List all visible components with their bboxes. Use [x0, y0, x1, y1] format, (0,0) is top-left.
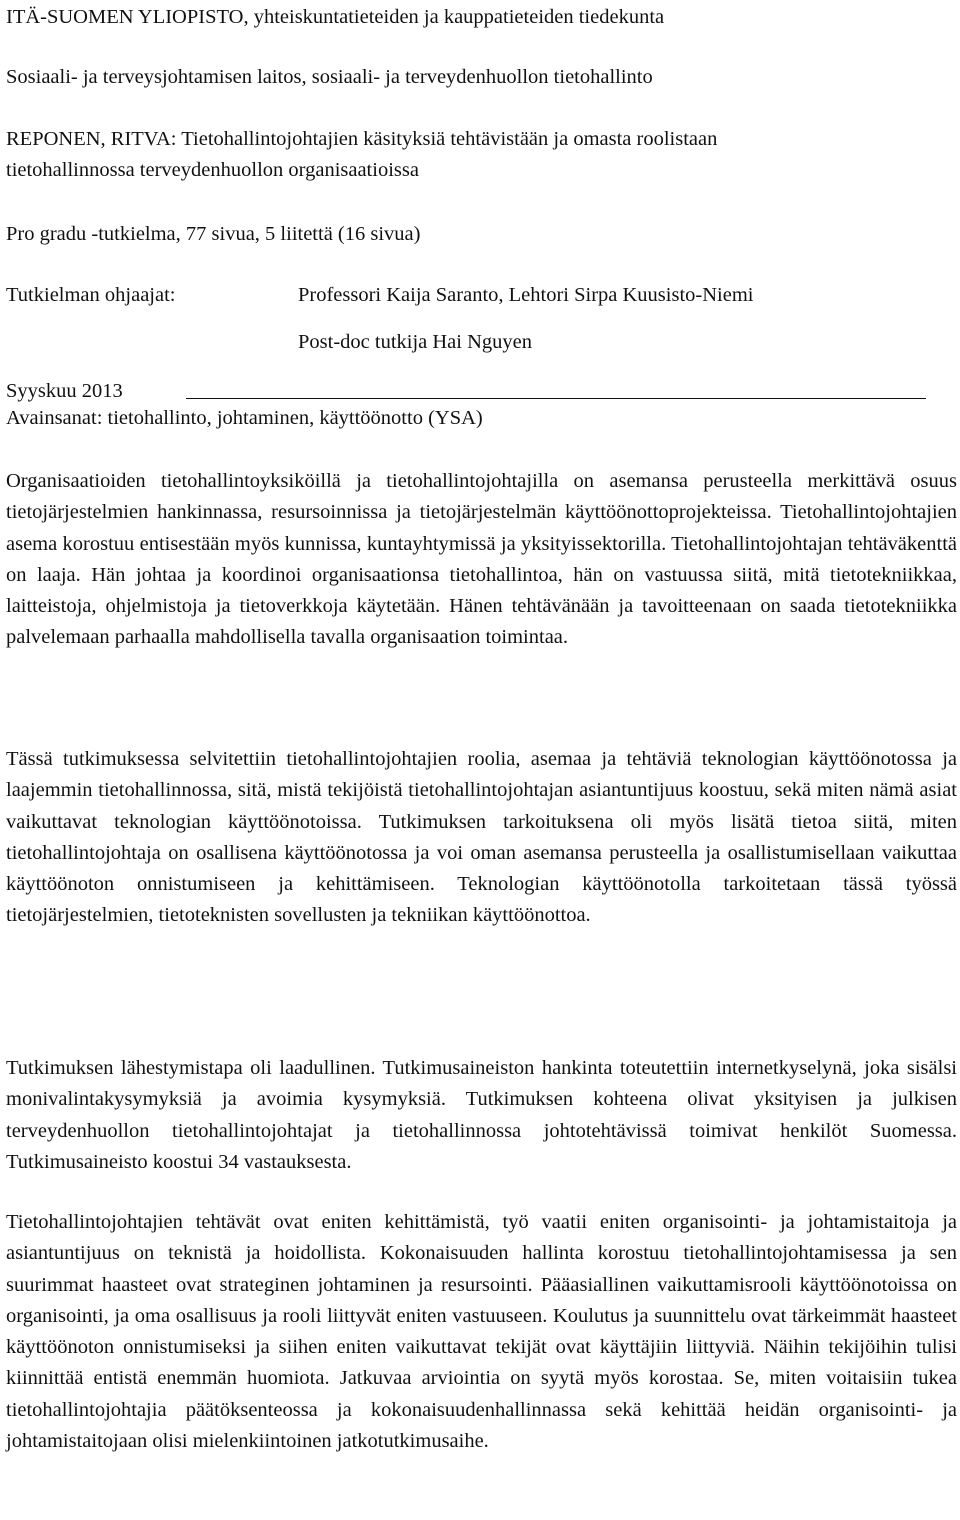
supervisors-line-1: Professori Kaija Saranto, Lehtori Sirpa Kuusisto-Niemi: [298, 284, 754, 306]
abstract-paragraph-2: Tässä tutkimuksessa selvitettiin tietohallintojohtajien roolia, asemaa ja tehtäviä teknologian käyttöönotossa ja laajemmin tietohallinnossa, sitä, mistä tekijöistä tietohallintojohtajan asiantuntijuus koostuu, sekä miten nämä asiat vaikuttavat teknologian käyttöönotoissa. Tutkimuksen tarkoituksena oli myös lisätä tietoa siitä, miten tietohallintojohtaja on osallisena käyttöönotossa ja voi oman asemansa perusteella ja osallistumisellaan vaikuttaa käyttöönoton onnistumiseen ja kehittämiseen. Teknologian käyttöönotolla tarkoitetaan tässä työssä tietojärjestelmien, tietoteknisten sovellusten ja tekniikan käyttöönottoa.: [6, 748, 957, 927]
keywords-line: Avainsanat: tietohallinto, johtaminen, käyttöönotto (YSA): [6, 407, 483, 429]
university-line: ITÄ-SUOMEN YLIOPISTO, yhteiskuntatieteiden ja kauppatieteiden tiedekunta: [6, 6, 665, 28]
department-line: Sosiaali- ja terveysjohtamisen laitos, sosiaali- ja terveydenhuollon tietohallinto: [6, 66, 653, 88]
author-title-line-1: REPONEN, RITVA: Tietohallintojohtajien käsityksiä tehtävistään ja omasta roolistaan: [6, 128, 718, 150]
supervisors-label: Tutkielman ohjaajat:: [6, 284, 176, 306]
abstract-paragraph-3: Tutkimuksen lähestymistapa oli laadullinen. Tutkimusaineiston hankinta toteutettiin internetkyselynä, joka sisälsi monivalintakysymyksiä ja avoimia kysymyksiä. Tutkimuksen kohteena olivat yksityisen ja julkisen terveydenhuollon tietohallintojohtajat ja tietohallinnossa johtotehtävissä toimivat henkilöt Suomessa. Tutkimusaineisto koostui 34 vastauksesta.: [6, 1057, 957, 1173]
abstract-paragraph-4: Tietohallintojohtajien tehtävät ovat eniten kehittämistä, työ vaatii eniten organisointi- ja johtamistaitoja ja asiantuntijuus on teknistä ja hoidollista. Kokonaisuuden hallinta korostuu tietohallintojohtamisessa ja sen suurimmat haasteet ovat strateginen johtaminen ja resursointi. Pääasiallinen vaikuttamisrooli käyttöönotoissa on organisointi, ja oma osallisuus ja rooli liittyvät eniten vastuuseen. Koulutus ja suunnittelu ovat tärkeimmät haasteet käyttöönoton onnistumiseksi ja siihen eniten vaikuttavat tekijät ovat käyttäjiin liittyviä. Näihin tekijöihin tulisi kiinnittää entistä enemmän huomiota. Jatkuvaa arviointia on syytä myös korostaa. Se, miten voitaisiin tukea tietohallintojohtajia päätöksenteossa ja kokonaisuudenhallinnassa sekä kehittää heidän organisointi- ja johtamistaitojaan olisi mielenkiintoinen jatkotutkimusaihe.: [6, 1211, 957, 1453]
date-text: Syyskuu 2013: [6, 380, 123, 402]
abstract-paragraph-1: Organisaatioiden tietohallintoyksiköillä ja tietohallintojohtajilla on asemansa perusteella merkittävä osuus tietojärjestelmien hankinnassa, resursoinnissa ja tietojärjestelmän käyttöönottoprojekteissa. Tietohallintojohtajien asema korostuu entisestään myös kunnissa, kuntayhtymissä ja yksityissektorilla. Tietohallintojohtajan tehtäväkenttä on laaja. Hän johtaa ja koordinoi organisaationsa tietohallintoa, hän on vastuussa siitä, mitä tietotekniikkaa, laitteistoja, ohjelmistoja ja tietoverkkoja käytetään. Hänen tehtävänään ja tavoitteenaan on saada tietotekniikka palvelemaan parhaalla mahdollisella tavalla organisaation toimintaa.: [6, 470, 957, 649]
supervisors-line-2: Post-doc tutkija Hai Nguyen: [298, 331, 533, 353]
date-line: [6, 378, 926, 404]
thesis-info-line: Pro gradu -tutkielma, 77 sivua, 5 liitettä (16 sivua): [6, 223, 421, 245]
date-underline: [186, 398, 926, 399]
author-title-line-2: tietohallinnossa terveydenhuollon organisaatioissa: [6, 159, 419, 181]
